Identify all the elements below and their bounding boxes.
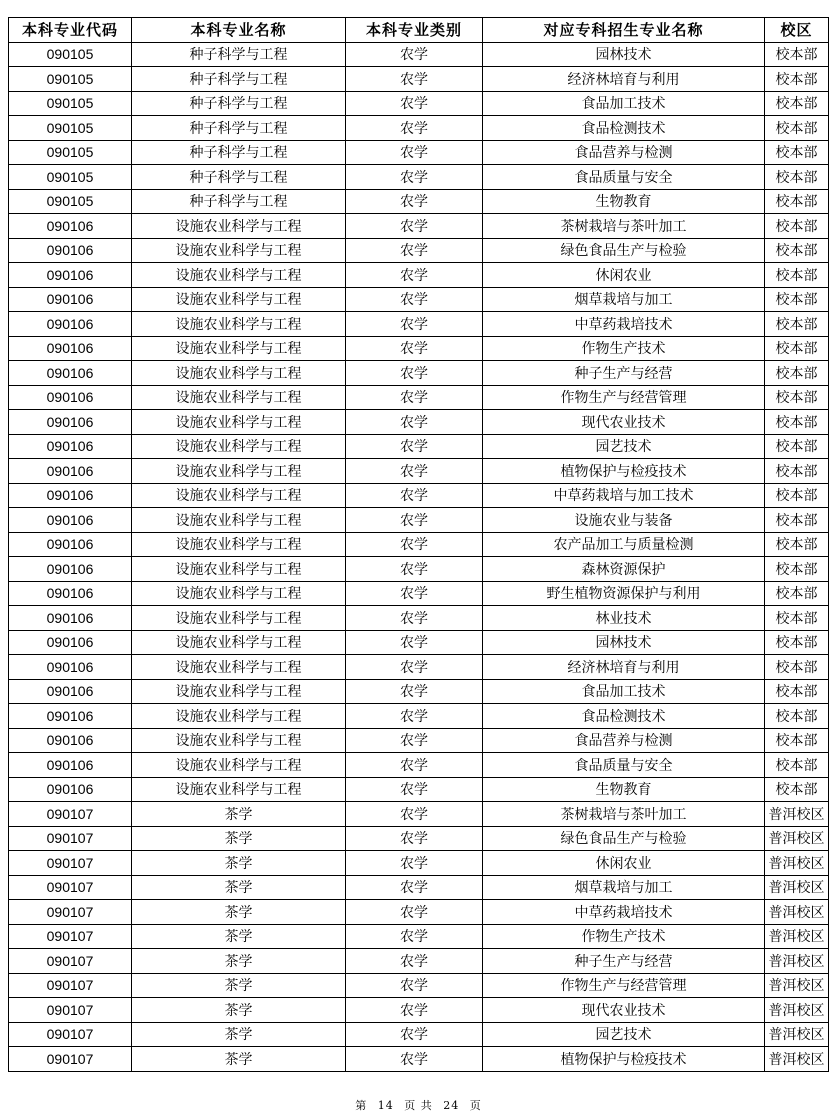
cell-campus: 普洱校区 bbox=[765, 900, 829, 925]
cell-campus: 普洱校区 bbox=[765, 998, 829, 1023]
table-row bbox=[9, 532, 829, 557]
cell-category: 农学 bbox=[346, 998, 483, 1023]
table-row bbox=[9, 753, 829, 778]
cell-junior-major: 烟草栽培与加工 bbox=[483, 875, 765, 900]
cell-code: 090106 bbox=[9, 655, 132, 680]
cell-category: 农学 bbox=[346, 42, 483, 67]
cell-code: 090107 bbox=[9, 949, 132, 974]
cell-code: 090105 bbox=[9, 116, 132, 141]
cell-code: 090106 bbox=[9, 287, 132, 312]
cell-code: 090106 bbox=[9, 459, 132, 484]
cell-junior-major: 经济林培育与利用 bbox=[483, 655, 765, 680]
cell-junior-major: 农产品加工与质量检测 bbox=[483, 532, 765, 557]
cell-junior-major: 现代农业技术 bbox=[483, 998, 765, 1023]
cell-code: 090106 bbox=[9, 581, 132, 606]
cell-campus: 校本部 bbox=[765, 165, 829, 190]
cell-major-name: 茶学 bbox=[132, 875, 346, 900]
cell-code: 090107 bbox=[9, 826, 132, 851]
cell-category: 农学 bbox=[346, 116, 483, 141]
page-current: 14 bbox=[377, 1099, 394, 1112]
cell-code: 090106 bbox=[9, 630, 132, 655]
table-row bbox=[9, 214, 829, 239]
cell-category: 农学 bbox=[346, 483, 483, 508]
cell-junior-major: 茶树栽培与茶叶加工 bbox=[483, 802, 765, 827]
cell-category: 农学 bbox=[346, 165, 483, 190]
cell-major-name: 设施农业科学与工程 bbox=[132, 459, 346, 484]
cell-junior-major: 作物生产与经营管理 bbox=[483, 385, 765, 410]
cell-category: 农学 bbox=[346, 753, 483, 778]
cell-junior-major: 植物保护与检疫技术 bbox=[483, 1047, 765, 1072]
cell-campus: 校本部 bbox=[765, 189, 829, 214]
cell-junior-major: 食品质量与安全 bbox=[483, 753, 765, 778]
cell-major-name: 设施农业科学与工程 bbox=[132, 385, 346, 410]
table-row bbox=[9, 287, 829, 312]
cell-category: 农学 bbox=[346, 973, 483, 998]
table-row bbox=[9, 851, 829, 876]
cell-campus: 校本部 bbox=[765, 508, 829, 533]
cell-code: 090107 bbox=[9, 875, 132, 900]
cell-category: 农学 bbox=[346, 704, 483, 729]
cell-code: 090106 bbox=[9, 777, 132, 802]
cell-junior-major: 食品检测技术 bbox=[483, 704, 765, 729]
cell-junior-major: 食品质量与安全 bbox=[483, 165, 765, 190]
cell-category: 农学 bbox=[346, 728, 483, 753]
cell-campus: 校本部 bbox=[765, 532, 829, 557]
cell-code: 090106 bbox=[9, 336, 132, 361]
cell-junior-major: 作物生产与经营管理 bbox=[483, 973, 765, 998]
cell-major-name: 茶学 bbox=[132, 998, 346, 1023]
table-row bbox=[9, 924, 829, 949]
table-row bbox=[9, 826, 829, 851]
table-row bbox=[9, 655, 829, 680]
cell-junior-major: 休闲农业 bbox=[483, 263, 765, 288]
cell-code: 090106 bbox=[9, 679, 132, 704]
cell-campus: 校本部 bbox=[765, 581, 829, 606]
cell-campus: 校本部 bbox=[765, 140, 829, 165]
cell-major-name: 设施农业科学与工程 bbox=[132, 728, 346, 753]
cell-code: 090105 bbox=[9, 189, 132, 214]
header-undergrad-code: 本科专业代码 bbox=[9, 18, 132, 43]
cell-major-name: 设施农业科学与工程 bbox=[132, 287, 346, 312]
cell-major-name: 茶学 bbox=[132, 802, 346, 827]
cell-category: 农学 bbox=[346, 777, 483, 802]
cell-junior-major: 种子生产与经营 bbox=[483, 361, 765, 386]
cell-category: 农学 bbox=[346, 679, 483, 704]
table-row bbox=[9, 1047, 829, 1072]
cell-code: 090106 bbox=[9, 483, 132, 508]
table-row bbox=[9, 581, 829, 606]
cell-campus: 校本部 bbox=[765, 606, 829, 631]
cell-category: 农学 bbox=[346, 140, 483, 165]
cell-junior-major: 食品加工技术 bbox=[483, 679, 765, 704]
cell-campus: 校本部 bbox=[765, 287, 829, 312]
header-campus: 校区 bbox=[765, 18, 829, 43]
table-row bbox=[9, 238, 829, 263]
cell-category: 农学 bbox=[346, 336, 483, 361]
cell-junior-major: 森林资源保护 bbox=[483, 557, 765, 582]
table-row bbox=[9, 140, 829, 165]
table-header-row bbox=[9, 18, 829, 43]
table-row bbox=[9, 973, 829, 998]
cell-code: 090107 bbox=[9, 900, 132, 925]
cell-category: 农学 bbox=[346, 900, 483, 925]
cell-junior-major: 食品营养与检测 bbox=[483, 140, 765, 165]
cell-code: 090106 bbox=[9, 238, 132, 263]
cell-category: 农学 bbox=[346, 361, 483, 386]
cell-campus: 普洱校区 bbox=[765, 851, 829, 876]
cell-code: 090107 bbox=[9, 802, 132, 827]
cell-code: 090107 bbox=[9, 998, 132, 1023]
cell-major-name: 茶学 bbox=[132, 1047, 346, 1072]
cell-code: 090106 bbox=[9, 704, 132, 729]
table-row bbox=[9, 557, 829, 582]
cell-major-name: 种子科学与工程 bbox=[132, 140, 346, 165]
cell-junior-major: 绿色食品生产与检验 bbox=[483, 826, 765, 851]
cell-junior-major: 生物教育 bbox=[483, 189, 765, 214]
cell-campus: 校本部 bbox=[765, 410, 829, 435]
cell-junior-major: 中草药栽培与加工技术 bbox=[483, 483, 765, 508]
table-row bbox=[9, 67, 829, 92]
cell-category: 农学 bbox=[346, 508, 483, 533]
cell-campus: 校本部 bbox=[765, 704, 829, 729]
cell-category: 农学 bbox=[346, 434, 483, 459]
cell-code: 090106 bbox=[9, 557, 132, 582]
cell-campus: 普洱校区 bbox=[765, 1047, 829, 1072]
table-row bbox=[9, 336, 829, 361]
cell-junior-major: 设施农业与装备 bbox=[483, 508, 765, 533]
cell-code: 090106 bbox=[9, 753, 132, 778]
cell-campus: 校本部 bbox=[765, 42, 829, 67]
cell-major-name: 设施农业科学与工程 bbox=[132, 361, 346, 386]
cell-category: 农学 bbox=[346, 1022, 483, 1047]
cell-major-name: 种子科学与工程 bbox=[132, 91, 346, 116]
cell-code: 090105 bbox=[9, 42, 132, 67]
cell-campus: 普洱校区 bbox=[765, 924, 829, 949]
cell-major-name: 种子科学与工程 bbox=[132, 116, 346, 141]
table-row bbox=[9, 434, 829, 459]
cell-major-name: 设施农业科学与工程 bbox=[132, 312, 346, 337]
cell-major-name: 设施农业科学与工程 bbox=[132, 238, 346, 263]
cell-category: 农学 bbox=[346, 385, 483, 410]
cell-junior-major: 生物教育 bbox=[483, 777, 765, 802]
table-row bbox=[9, 459, 829, 484]
cell-category: 农学 bbox=[346, 263, 483, 288]
cell-campus: 校本部 bbox=[765, 557, 829, 582]
cell-campus: 校本部 bbox=[765, 434, 829, 459]
cell-major-name: 设施农业科学与工程 bbox=[132, 777, 346, 802]
cell-code: 090106 bbox=[9, 434, 132, 459]
cell-code: 090106 bbox=[9, 361, 132, 386]
cell-campus: 普洱校区 bbox=[765, 826, 829, 851]
page-prefix: 第 bbox=[355, 1099, 368, 1112]
cell-category: 农学 bbox=[346, 287, 483, 312]
cell-campus: 校本部 bbox=[765, 630, 829, 655]
cell-campus: 校本部 bbox=[765, 91, 829, 116]
cell-junior-major: 中草药栽培技术 bbox=[483, 312, 765, 337]
cell-major-name: 设施农业科学与工程 bbox=[132, 214, 346, 239]
cell-code: 090105 bbox=[9, 140, 132, 165]
table-body bbox=[9, 42, 829, 1071]
cell-code: 090106 bbox=[9, 728, 132, 753]
cell-campus: 普洱校区 bbox=[765, 949, 829, 974]
cell-category: 农学 bbox=[346, 459, 483, 484]
cell-major-name: 茶学 bbox=[132, 1022, 346, 1047]
cell-major-name: 设施农业科学与工程 bbox=[132, 679, 346, 704]
page-total: 24 bbox=[443, 1099, 460, 1112]
table-row bbox=[9, 606, 829, 631]
cell-code: 090106 bbox=[9, 606, 132, 631]
cell-major-name: 设施农业科学与工程 bbox=[132, 434, 346, 459]
cell-code: 090107 bbox=[9, 1022, 132, 1047]
table-row bbox=[9, 361, 829, 386]
cell-major-name: 设施农业科学与工程 bbox=[132, 336, 346, 361]
cell-category: 农学 bbox=[346, 606, 483, 631]
cell-junior-major: 现代农业技术 bbox=[483, 410, 765, 435]
cell-campus: 校本部 bbox=[765, 67, 829, 92]
cell-code: 090107 bbox=[9, 1047, 132, 1072]
cell-junior-major: 园林技术 bbox=[483, 630, 765, 655]
table-row bbox=[9, 189, 829, 214]
cell-junior-major: 作物生产技术 bbox=[483, 924, 765, 949]
table-row bbox=[9, 42, 829, 67]
cell-major-name: 设施农业科学与工程 bbox=[132, 410, 346, 435]
cell-major-name: 设施农业科学与工程 bbox=[132, 508, 346, 533]
cell-major-name: 种子科学与工程 bbox=[132, 67, 346, 92]
cell-code: 090106 bbox=[9, 508, 132, 533]
cell-junior-major: 作物生产技术 bbox=[483, 336, 765, 361]
cell-major-name: 种子科学与工程 bbox=[132, 189, 346, 214]
cell-category: 农学 bbox=[346, 238, 483, 263]
cell-category: 农学 bbox=[346, 655, 483, 680]
cell-category: 农学 bbox=[346, 410, 483, 435]
page-mid: 页 共 bbox=[404, 1099, 433, 1112]
cell-code: 090107 bbox=[9, 973, 132, 998]
cell-campus: 校本部 bbox=[765, 336, 829, 361]
cell-code: 090105 bbox=[9, 67, 132, 92]
table-row bbox=[9, 949, 829, 974]
cell-junior-major: 食品检测技术 bbox=[483, 116, 765, 141]
table-row bbox=[9, 312, 829, 337]
cell-campus: 校本部 bbox=[765, 312, 829, 337]
cell-campus: 普洱校区 bbox=[765, 802, 829, 827]
table-row bbox=[9, 385, 829, 410]
cell-category: 农学 bbox=[346, 312, 483, 337]
page-suffix: 页 bbox=[469, 1099, 482, 1112]
cell-major-name: 种子科学与工程 bbox=[132, 42, 346, 67]
cell-code: 090106 bbox=[9, 312, 132, 337]
cell-junior-major: 园林技术 bbox=[483, 42, 765, 67]
cell-campus: 校本部 bbox=[765, 214, 829, 239]
cell-junior-major: 园艺技术 bbox=[483, 434, 765, 459]
table-row bbox=[9, 165, 829, 190]
cell-campus: 普洱校区 bbox=[765, 1022, 829, 1047]
cell-campus: 校本部 bbox=[765, 263, 829, 288]
cell-major-name: 设施农业科学与工程 bbox=[132, 557, 346, 582]
header-undergrad-category: 本科专业类别 bbox=[346, 18, 483, 43]
cell-major-name: 设施农业科学与工程 bbox=[132, 753, 346, 778]
table-row bbox=[9, 679, 829, 704]
cell-major-name: 设施农业科学与工程 bbox=[132, 532, 346, 557]
cell-junior-major: 园艺技术 bbox=[483, 1022, 765, 1047]
cell-major-name: 种子科学与工程 bbox=[132, 165, 346, 190]
cell-category: 农学 bbox=[346, 581, 483, 606]
cell-major-name: 茶学 bbox=[132, 826, 346, 851]
table-row bbox=[9, 483, 829, 508]
table-row bbox=[9, 777, 829, 802]
cell-junior-major: 野生植物资源保护与利用 bbox=[483, 581, 765, 606]
cell-category: 农学 bbox=[346, 826, 483, 851]
cell-campus: 校本部 bbox=[765, 116, 829, 141]
cell-major-name: 茶学 bbox=[132, 949, 346, 974]
table-row bbox=[9, 410, 829, 435]
table-row bbox=[9, 875, 829, 900]
table-row bbox=[9, 630, 829, 655]
cell-major-name: 茶学 bbox=[132, 973, 346, 998]
table-row bbox=[9, 728, 829, 753]
cell-category: 农学 bbox=[346, 67, 483, 92]
cell-code: 090106 bbox=[9, 532, 132, 557]
cell-code: 090105 bbox=[9, 91, 132, 116]
cell-major-name: 茶学 bbox=[132, 924, 346, 949]
table-row bbox=[9, 116, 829, 141]
cell-code: 090106 bbox=[9, 263, 132, 288]
cell-code: 090105 bbox=[9, 165, 132, 190]
cell-campus: 校本部 bbox=[765, 655, 829, 680]
cell-junior-major: 食品营养与检测 bbox=[483, 728, 765, 753]
cell-junior-major: 中草药栽培技术 bbox=[483, 900, 765, 925]
header-junior-college-major: 对应专科招生专业名称 bbox=[483, 18, 765, 43]
table-row bbox=[9, 900, 829, 925]
cell-category: 农学 bbox=[346, 851, 483, 876]
cell-code: 090107 bbox=[9, 924, 132, 949]
cell-category: 农学 bbox=[346, 949, 483, 974]
cell-major-name: 设施农业科学与工程 bbox=[132, 483, 346, 508]
table-row bbox=[9, 263, 829, 288]
cell-category: 农学 bbox=[346, 91, 483, 116]
cell-category: 农学 bbox=[346, 875, 483, 900]
cell-major-name: 设施农业科学与工程 bbox=[132, 263, 346, 288]
cell-junior-major: 茶树栽培与茶叶加工 bbox=[483, 214, 765, 239]
cell-junior-major: 经济林培育与利用 bbox=[483, 67, 765, 92]
cell-code: 090106 bbox=[9, 214, 132, 239]
cell-code: 090106 bbox=[9, 410, 132, 435]
table-row bbox=[9, 704, 829, 729]
cell-category: 农学 bbox=[346, 802, 483, 827]
cell-junior-major: 休闲农业 bbox=[483, 851, 765, 876]
cell-category: 农学 bbox=[346, 214, 483, 239]
cell-campus: 校本部 bbox=[765, 753, 829, 778]
cell-campus: 校本部 bbox=[765, 385, 829, 410]
page-footer bbox=[0, 1097, 837, 1113]
cell-campus: 校本部 bbox=[765, 361, 829, 386]
cell-campus: 校本部 bbox=[765, 728, 829, 753]
cell-junior-major: 林业技术 bbox=[483, 606, 765, 631]
cell-major-name: 茶学 bbox=[132, 851, 346, 876]
cell-code: 090107 bbox=[9, 851, 132, 876]
cell-category: 农学 bbox=[346, 924, 483, 949]
cell-junior-major: 种子生产与经营 bbox=[483, 949, 765, 974]
cell-code: 090106 bbox=[9, 385, 132, 410]
cell-junior-major: 绿色食品生产与检验 bbox=[483, 238, 765, 263]
cell-junior-major: 食品加工技术 bbox=[483, 91, 765, 116]
cell-campus: 普洱校区 bbox=[765, 973, 829, 998]
table-row bbox=[9, 91, 829, 116]
cell-major-name: 设施农业科学与工程 bbox=[132, 630, 346, 655]
table-row bbox=[9, 998, 829, 1023]
cell-campus: 校本部 bbox=[765, 679, 829, 704]
table-row bbox=[9, 802, 829, 827]
cell-major-name: 设施农业科学与工程 bbox=[132, 704, 346, 729]
cell-campus: 校本部 bbox=[765, 777, 829, 802]
cell-campus: 校本部 bbox=[765, 483, 829, 508]
cell-campus: 普洱校区 bbox=[765, 875, 829, 900]
table-row bbox=[9, 508, 829, 533]
cell-junior-major: 烟草栽培与加工 bbox=[483, 287, 765, 312]
cell-category: 农学 bbox=[346, 557, 483, 582]
table-row bbox=[9, 1022, 829, 1047]
cell-campus: 校本部 bbox=[765, 459, 829, 484]
major-mapping-table bbox=[8, 17, 829, 1072]
cell-major-name: 设施农业科学与工程 bbox=[132, 606, 346, 631]
cell-major-name: 设施农业科学与工程 bbox=[132, 655, 346, 680]
cell-major-name: 茶学 bbox=[132, 900, 346, 925]
cell-campus: 校本部 bbox=[765, 238, 829, 263]
cell-junior-major: 植物保护与检疫技术 bbox=[483, 459, 765, 484]
cell-category: 农学 bbox=[346, 532, 483, 557]
cell-major-name: 设施农业科学与工程 bbox=[132, 581, 346, 606]
cell-category: 农学 bbox=[346, 630, 483, 655]
cell-category: 农学 bbox=[346, 1047, 483, 1072]
cell-category: 农学 bbox=[346, 189, 483, 214]
header-undergrad-name: 本科专业名称 bbox=[132, 18, 346, 43]
